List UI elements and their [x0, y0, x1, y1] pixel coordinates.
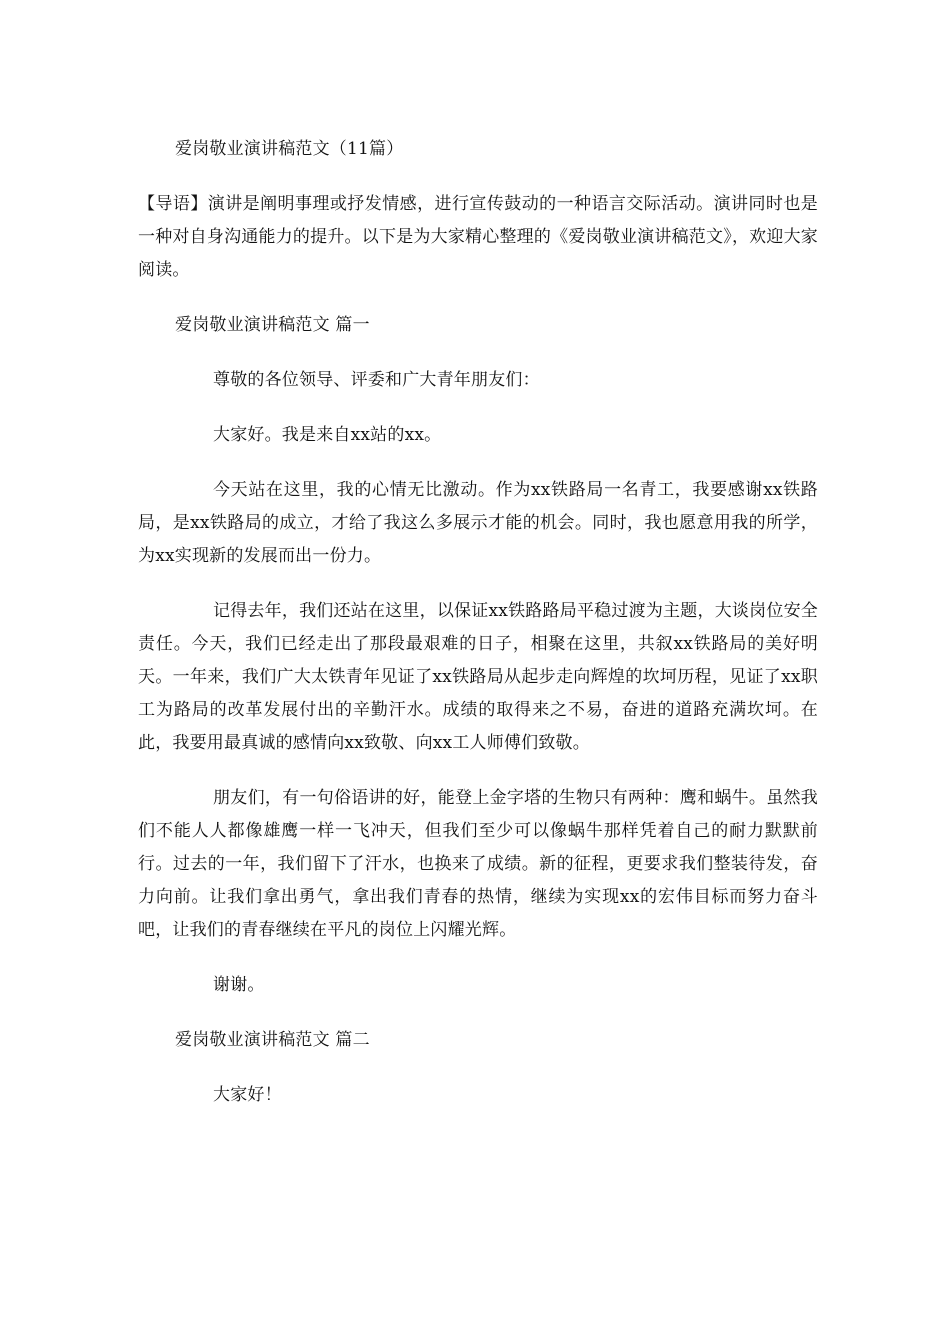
body-paragraph: 记得去年，我们还站在这里，以保证xx铁路路局平稳过渡为主题，大谈岗位安全责任。今天，我们已经走出了那段最艰难的日子，相聚在这里，共叙xx铁路局的美好明天。一年来，我们广大太铁青年见证了xx铁路局从起步走向辉煌的坎坷历程，见证了xx职工为路局的改革发展付出的辛勤汗水。成绩的取得来之不易，奋进的道路充满坎坷。在此，我要用最真诚的感情向xx致敬、向xx工人师傅们致敬。 [138, 601, 818, 753]
body-paragraph: 朋友们，有一句俗语讲的好，能登上金字塔的生物只有两种：鹰和蜗牛。虽然我们不能人人都像雄鹰一样一飞冲天，但我们至少可以像蜗牛那样凭着自己的耐力默默前行。过去的一年，我们留下了汗水，也换来了成绩。新的征程，更要求我们整装待发，奋力向前。让我们拿出勇气，拿出我们青春的热情，继续为实现xx的宏伟目标而努力奋斗吧，让我们的青春继续在平凡的岗位上闪耀光辉。 [138, 788, 818, 940]
intro-paragraph: 【导语】演讲是阐明事理或抒发情感，进行宣传鼓动的一种语言交际活动。演讲同时也是一种对自身沟通能力的提升。以下是为大家精心整理的《爱岗敬业演讲稿范文》，欢迎大家阅读。 [138, 194, 818, 280]
section-heading-2: 爱岗敬业演讲稿范文 篇二 [175, 1030, 370, 1050]
greeting-2: 大家好！ [213, 1085, 282, 1105]
body-paragraph: 今天站在这里，我的心情无比激动。作为xx铁路局一名青工，我要感谢xx铁路局，是xx铁路局的成立，才给了我这么多展示才能的机会。同时，我也愿意用我的所学，为xx实现新的发展而出一份力。 [138, 480, 818, 566]
document-body [138, 133, 818, 1134]
greeting-1: 大家好。我是来自xx站的xx。 [213, 425, 442, 445]
closing: 谢谢。 [213, 975, 265, 995]
salutation: 尊敬的各位领导、评委和广大青年朋友们： [213, 370, 540, 390]
document-title: 爱岗敬业演讲稿范文（11篇） [175, 139, 404, 159]
section-heading-1: 爱岗敬业演讲稿范文 篇一 [175, 315, 370, 335]
